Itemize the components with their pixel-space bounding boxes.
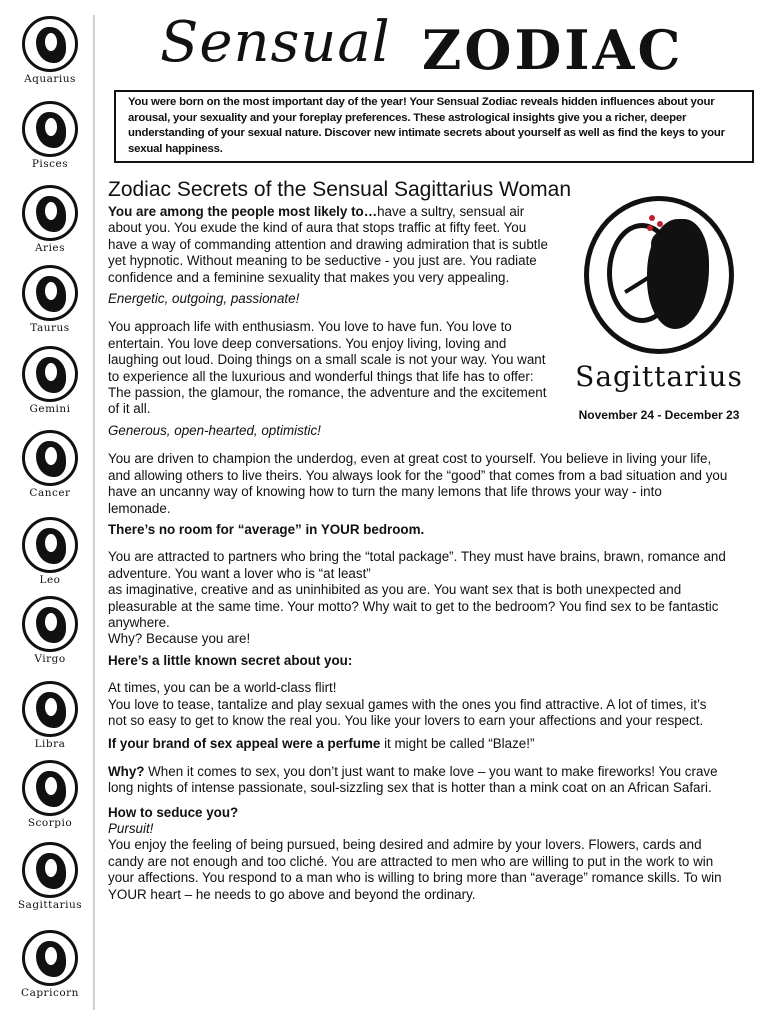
paragraph-underdog: You are driven to champion the underdog, even at great cost to yourself. You believe in living your life, and allowing others to live theirs. You always look for the “good” that comes from a bad situation and you have an uncanny way of knowing how to turn the many lemons that life throws your way - into lemonade. xyxy=(108,451,728,516)
why-text: When it comes to sex, you don’t just want to make love – you want to make fireworks! You crave long nights of intense passionate, soul-sizzling sex that is hotter than a mink coat on an African Safari. xyxy=(108,763,718,796)
sign-name: Libra xyxy=(34,738,66,750)
sign-name: Sagittarius xyxy=(17,899,83,911)
taurus-icon xyxy=(22,265,78,321)
cancer-icon xyxy=(22,430,78,486)
sign-name: Scorpio xyxy=(27,817,73,829)
sign-capricorn xyxy=(8,930,92,999)
paragraph-enthusiasm: You approach life with enthusiasm. You love to have fun. You love to entertain. You love deep conversations. You enjoy living, loving and laughing out loud. Doing things on a small scale is not your way. You want to experience all the luxurious and wonderful things that life has to offer: The passion, the glamour, the romance, the adventure and the excitement of it all. xyxy=(108,319,547,417)
sign-name: Gemini xyxy=(29,403,71,415)
paragraph-flirt-b: You love to tease, tantalize and play sexual games with the ones you find attractive. A lot of times, it’s not so easy to get to know the real you. You like your lovers to earn your affections and your respect. xyxy=(108,696,707,728)
intro-box: You were born on the most important day of the year! Your Sensual Zodiac reveals hidden influences about your arousal, your sexuality and your foreplay preferences. These astrological insights give you a richer, deeper understanding of your sexual nature. Discover new intimate secrets about yourself as well as find the keys to your sexual happiness. xyxy=(114,90,754,163)
paragraph-partners-c: Why? Because you are! xyxy=(108,631,251,647)
seduce-pursuit: Pursuit! xyxy=(108,821,154,836)
perfume-lead: If your brand of sex appeal were a perfume xyxy=(108,736,381,752)
paragraph-why xyxy=(108,764,728,797)
leo-icon xyxy=(22,517,78,573)
trait-generous: Generous, open-hearted, optimistic! xyxy=(108,422,321,438)
paragraph-flirt-a: At times, you can be a world-class flirt! xyxy=(108,680,337,696)
sagittarius-icon xyxy=(22,842,78,898)
sign-name: Aries xyxy=(34,242,66,254)
sign-aries xyxy=(8,185,92,254)
sign-name: Virgo xyxy=(34,653,66,665)
paragraph-lead: You are among the people most likely to… xyxy=(108,204,378,219)
brand-header xyxy=(160,8,720,88)
sign-name: Pisces xyxy=(31,158,69,170)
paragraph-seduce: You enjoy the feeling of being pursued, being desired and admire by your lovers. Flowers, cards and candy are not enough and too cliché. You are attracted to men who are willing to put in the work to win your affections. You respond to a man who is willing to bring more than “average” romance skills. To win YOUR heart – he needs to go above and beyond the ordinary. xyxy=(108,837,722,902)
sign-libra xyxy=(8,681,92,750)
scorpio-icon xyxy=(22,760,78,816)
sign-cancer xyxy=(8,430,92,499)
paragraph-perfume xyxy=(108,736,728,752)
sign-gemini xyxy=(8,346,92,415)
sign-leo xyxy=(8,517,92,586)
paragraph-flirt xyxy=(108,680,728,729)
sign-pisces xyxy=(8,101,92,170)
emblem-sign-name: Sagittarius xyxy=(575,360,743,393)
why-lead: Why? xyxy=(108,763,145,779)
heading-secret: Here’s a little known secret about you: xyxy=(108,652,353,668)
sign-name: Aquarius xyxy=(24,73,76,85)
brand-bold: ZODIAC xyxy=(422,18,684,82)
perfume-text: it might be called “Blaze!” xyxy=(380,736,535,752)
article-body xyxy=(108,204,728,903)
page-title: Zodiac Secrets of the Sensual Sagittarius Woman xyxy=(108,178,572,202)
sign-scorpio xyxy=(8,760,92,829)
sign-aquarius xyxy=(8,16,92,85)
paragraph-likely xyxy=(108,204,553,286)
virgo-icon xyxy=(22,596,78,652)
paragraph-partners xyxy=(108,549,728,647)
paragraph-partners-b: as imaginative, creative and as uninhibited as you are. You want sex that is both unexpected and pleasurable at the same time. Your motto? Why wait to get to the bedroom? You find sex to be fantastic anywhere. xyxy=(108,582,719,630)
sign-name: Leo xyxy=(39,574,61,586)
libra-icon xyxy=(22,681,78,737)
trait-energetic: Energetic, outgoing, passionate! xyxy=(108,291,300,307)
paragraph-text: have a sultry, sensual air about you. You exude the kind of aura that stops traffic at fifty feet. You have a way of commanding attention and drawing admiration that is subtle yet hypnotic. Without meaning to be seductive - you just are. You radiate confidence and a feminine sexuality that makes you very appealing. xyxy=(108,204,548,285)
heading-seduce: How to seduce you? xyxy=(108,804,239,820)
capricorn-icon xyxy=(22,930,78,986)
paragraph-partners-a: You are attracted to partners who bring the “total package”. They must have brains, brawn, romance and adventure. You want a lover who is “at least” xyxy=(108,549,726,581)
aquarius-icon xyxy=(22,16,78,72)
pisces-icon xyxy=(22,101,78,157)
sign-taurus xyxy=(8,265,92,334)
sign-name: Capricorn xyxy=(21,987,79,999)
emblem-dates: November 24 - December 23 xyxy=(578,408,740,422)
sign-name: Cancer xyxy=(29,487,71,499)
aries-icon xyxy=(22,185,78,241)
zodiac-sidebar xyxy=(0,0,100,1024)
brand-script: Sensual xyxy=(160,10,391,75)
sign-virgo xyxy=(8,596,92,665)
sign-sagittarius xyxy=(8,842,92,911)
gemini-icon xyxy=(22,346,78,402)
heading-bedroom: There’s no room for “average” in YOUR bedroom. xyxy=(108,521,425,537)
sign-name: Taurus xyxy=(30,322,70,334)
